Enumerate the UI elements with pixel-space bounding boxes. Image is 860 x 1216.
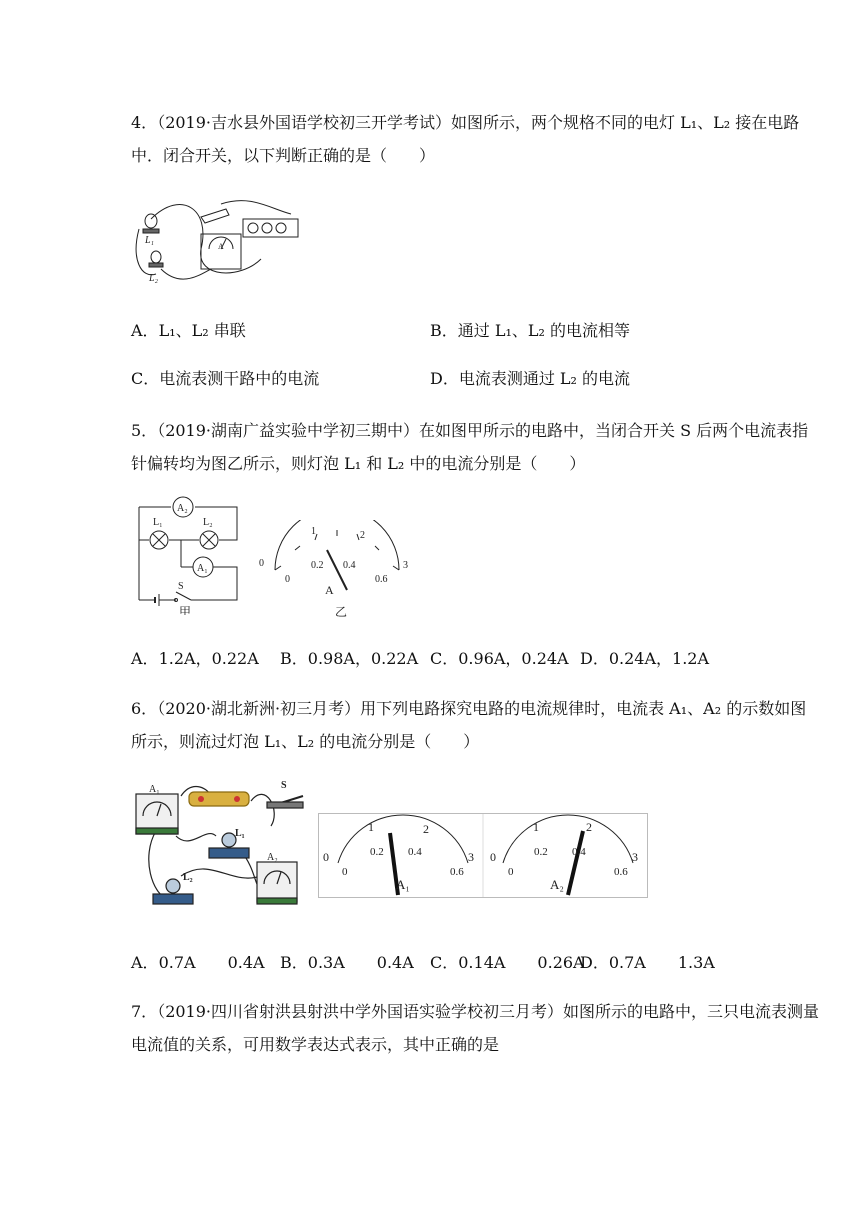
option-label: A． — [131, 321, 159, 340]
option-text: 0.7A 1.3A — [608, 953, 715, 972]
q4-option-d[interactable] — [430, 368, 630, 390]
l1-label: L₁ — [145, 235, 155, 246]
question-number: 6． — [131, 699, 158, 718]
scale-bottom-2: 0.4 — [343, 560, 356, 571]
question-text: 如图所示的电路中，三只电流表测量电流值的关系，可用数学表达式表示，其中正确的是 — [131, 1002, 820, 1054]
option-label: B． — [280, 953, 308, 972]
dial1-scale-top-3: 3 — [468, 850, 474, 864]
dial2-scale-bottom-3: 0.6 — [614, 866, 628, 878]
l2-label: L₂ — [183, 872, 193, 883]
q5-circuit-diagram — [131, 495, 251, 619]
q6-ammeter-dials — [318, 813, 648, 902]
q6-option-d[interactable] — [580, 952, 715, 974]
option-label: D． — [430, 369, 459, 388]
q4-option-c[interactable] — [131, 368, 319, 390]
dial1-scale-bottom-1: 0.2 — [370, 846, 384, 858]
dial1-scale-top-0: 0 — [323, 850, 329, 864]
l2-label: L₂ — [203, 517, 213, 528]
a2-label: A₂ — [177, 503, 188, 514]
q5-option-d[interactable] — [580, 648, 709, 670]
scale-top-3: 3 — [403, 560, 408, 571]
q6-circuit-photo — [131, 776, 316, 920]
q5-option-a[interactable] — [131, 648, 259, 670]
l1-label: L₁ — [153, 517, 163, 528]
question-number: 7． — [131, 1002, 158, 1021]
question-5-stem — [131, 414, 821, 480]
scale-bottom-0: 0 — [285, 574, 290, 585]
option-label: B． — [430, 321, 458, 340]
option-label: C． — [131, 369, 160, 388]
option-text: 0.3A 0.4A — [307, 953, 414, 972]
question-4-stem — [131, 106, 821, 172]
option-label: B． — [280, 649, 308, 668]
question-text: 在如图甲所示的电路中，当闭合开关 S 后两个电流表指针偏转均为图乙所示，则灯泡 L₁ 和 L₂ 中的电流分别是（ ） — [131, 421, 809, 473]
question-source: （2019·湖南广益实验中学初三期中） — [157, 421, 419, 440]
option-text: 通过 L₁、L₂ 的电流相等 — [457, 321, 631, 340]
a1-label: A₁ — [149, 784, 160, 795]
scale-top-0: 0 — [259, 558, 264, 569]
l1-label: L₁ — [235, 828, 245, 839]
q5-option-c[interactable] — [430, 648, 569, 670]
option-text: 0.14A 0.26A — [458, 953, 585, 972]
meter-a-label: A — [325, 583, 334, 597]
q5-option-b[interactable] — [280, 648, 418, 670]
dial2-scale-bottom-0: 0 — [508, 866, 514, 878]
option-label: D． — [580, 649, 609, 668]
q4-circuit-figure — [131, 189, 301, 303]
question-source: （2020·湖北新洲·初三月考） — [157, 699, 361, 718]
s-label: S — [281, 780, 287, 791]
question-text: 用下列电路探究电路的电流规律时，电流表 A₁、A₂ 的示数如图所示，则流过灯泡 L₁、L₂ 的电流分别是（ ） — [131, 699, 807, 751]
question-source: （2019·吉水县外国语学校初三开学考试） — [157, 113, 451, 132]
question-6-stem — [131, 692, 821, 758]
q6-option-a[interactable] — [131, 952, 265, 974]
dial2-scale-top-1: 1 — [533, 820, 539, 834]
caption-a: 甲 — [179, 605, 192, 615]
option-text: 0.7A 0.4A — [158, 953, 265, 972]
option-label: A． — [131, 953, 159, 972]
option-label: A． — [131, 649, 159, 668]
scale-top-1: 1 — [311, 526, 316, 537]
option-label: C． — [430, 953, 459, 972]
question-7-stem — [131, 995, 821, 1061]
dial2-scale-top-3: 3 — [632, 850, 638, 864]
option-text: 0.96A，0.24A — [458, 649, 569, 668]
q4-option-b[interactable] — [430, 320, 630, 342]
l2-label: L₂ — [149, 273, 159, 284]
dial2-scale-top-2: 2 — [586, 820, 592, 834]
a1-label: A₁ — [197, 563, 208, 574]
scale-bottom-1: 0.2 — [311, 560, 324, 571]
q5-ammeter-dial — [255, 520, 415, 624]
option-text: 0.98A，0.22A — [307, 649, 419, 668]
question-number: 4． — [131, 113, 158, 132]
question-source: （2019·四川省射洪县射洪中学外国语实验学校初三月考） — [157, 1002, 563, 1021]
q6-option-c[interactable] — [430, 952, 585, 974]
question-number: 5． — [131, 421, 158, 440]
option-text: L₁、L₂ 串联 — [158, 321, 246, 340]
dial1-scale-bottom-0: 0 — [342, 866, 348, 878]
option-label: D． — [580, 953, 609, 972]
dial2-scale-bottom-2: 0.4 — [572, 846, 586, 858]
dial1-scale-bottom-2: 0.4 — [408, 846, 422, 858]
option-text: 0.24A，1.2A — [608, 649, 710, 668]
option-text: 电流表测干路中的电流 — [159, 369, 320, 388]
option-text: 1.2A，0.22A — [158, 649, 259, 668]
dial1-scale-bottom-3: 0.6 — [450, 866, 464, 878]
dial1-scale-top-1: 1 — [368, 820, 374, 834]
caption-b: 乙 — [335, 605, 348, 619]
option-label: C． — [430, 649, 459, 668]
s-label: S — [178, 581, 184, 592]
scale-bottom-3: 0.6 — [375, 574, 388, 585]
dial2-scale-top-0: 0 — [490, 850, 496, 864]
scale-top-2: 2 — [360, 530, 365, 541]
a2-label: A₂ — [267, 852, 278, 863]
dial2-label: A₂ — [550, 877, 564, 892]
option-text: 电流表测通过 L₂ 的电流 — [458, 369, 631, 388]
dial1-label: A₁ — [396, 877, 410, 892]
dial1-scale-top-2: 2 — [423, 822, 429, 836]
ammeter-label: A — [218, 242, 224, 251]
dial2-scale-bottom-1: 0.2 — [534, 846, 548, 858]
q4-option-a[interactable] — [131, 320, 246, 342]
question-text: 如图所示，两个规格不同的电灯 L₁、L₂ 接在电路中．闭合开关，以下判断正确的是（ ） — [131, 113, 800, 165]
q6-option-b[interactable] — [280, 952, 414, 974]
